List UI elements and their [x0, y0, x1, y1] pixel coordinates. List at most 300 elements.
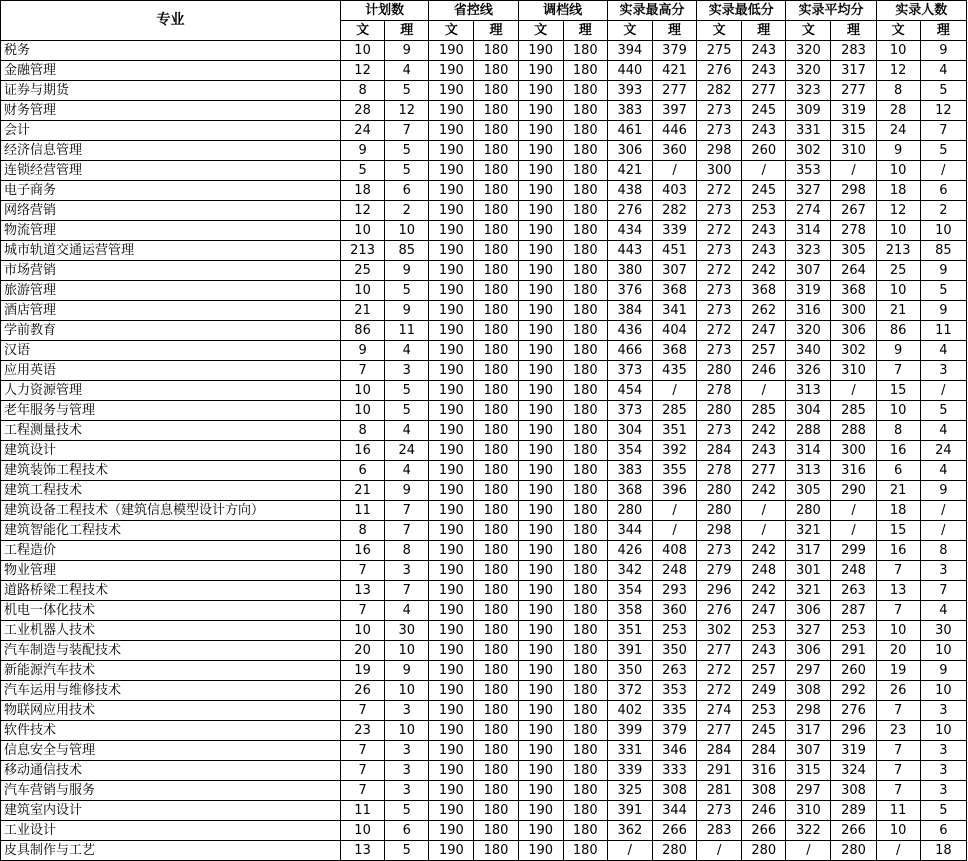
cell-max-li: 355	[652, 461, 696, 481]
cell-admit-line-wen: 190	[518, 161, 563, 181]
cell-control-li: 180	[474, 521, 518, 541]
cell-major-name: 城市轨道交通运营管理	[1, 241, 341, 261]
cell-admit-line-li: 180	[563, 261, 607, 281]
cell-control-li: 180	[474, 441, 518, 461]
cell-count-li: /	[920, 521, 966, 541]
cell-admit-line-wen: 190	[518, 441, 563, 461]
cell-control-li: 180	[474, 121, 518, 141]
cell-control-wen: 190	[429, 181, 474, 201]
cell-admit-line-li: 180	[563, 101, 607, 121]
cell-min-wen: 277	[697, 641, 742, 661]
cell-count-li: 12	[920, 101, 966, 121]
table-row	[1, 161, 967, 181]
cell-plan-wen: 7	[341, 761, 385, 781]
cell-control-li: 180	[474, 621, 518, 641]
cell-plan-li: 5	[385, 381, 429, 401]
cell-count-li: 4	[920, 341, 966, 361]
cell-major-name: 道路桥梁工程技术	[1, 581, 341, 601]
cell-major-name: 税务	[1, 41, 341, 61]
cell-min-li: 249	[742, 681, 786, 701]
cell-control-li: 180	[474, 181, 518, 201]
cell-count-wen: 18	[876, 181, 920, 201]
cell-plan-li: 11	[385, 321, 429, 341]
table-row	[1, 141, 967, 161]
cell-avg-li: 315	[831, 121, 876, 141]
cell-count-wen: 20	[876, 641, 920, 661]
cell-control-li: 180	[474, 161, 518, 181]
cell-major-name: 新能源汽车技术	[1, 661, 341, 681]
cell-plan-li: 3	[385, 781, 429, 801]
cell-max-wen: 454	[607, 381, 652, 401]
cell-plan-li: 4	[385, 461, 429, 481]
cell-min-li: 262	[742, 301, 786, 321]
cell-admit-line-wen: 190	[518, 581, 563, 601]
cell-plan-li: 9	[385, 661, 429, 681]
cell-count-wen: 10	[876, 621, 920, 641]
cell-count-wen: 213	[876, 241, 920, 261]
cell-admit-line-li: 180	[563, 321, 607, 341]
cell-min-li: 248	[742, 561, 786, 581]
cell-plan-li: 10	[385, 221, 429, 241]
cell-control-wen: 190	[429, 721, 474, 741]
cell-max-li: 333	[652, 761, 696, 781]
cell-plan-li: 2	[385, 201, 429, 221]
cell-admit-line-wen: 190	[518, 221, 563, 241]
cell-control-li: 180	[474, 81, 518, 101]
cell-count-li: /	[920, 381, 966, 401]
cell-max-wen: 362	[607, 821, 652, 841]
cell-count-wen: 23	[876, 721, 920, 741]
cell-control-li: 180	[474, 721, 518, 741]
header-plan-count: 计划数	[341, 1, 429, 21]
cell-max-wen: 339	[607, 761, 652, 781]
table-row	[1, 541, 967, 561]
cell-min-li: 280	[742, 841, 786, 861]
cell-min-wen: 282	[697, 81, 742, 101]
cell-count-li: 5	[920, 401, 966, 421]
cell-admit-line-wen: 190	[518, 181, 563, 201]
header-wen: 文	[429, 21, 474, 41]
cell-control-li: 180	[474, 361, 518, 381]
cell-plan-li: 7	[385, 581, 429, 601]
cell-max-li: 396	[652, 481, 696, 501]
cell-major-name: 工业设计	[1, 821, 341, 841]
cell-min-wen: 272	[697, 321, 742, 341]
cell-min-wen: 280	[697, 401, 742, 421]
table-row	[1, 821, 967, 841]
cell-admit-line-li: 180	[563, 401, 607, 421]
cell-max-li: 282	[652, 201, 696, 221]
cell-min-li: 316	[742, 761, 786, 781]
cell-min-li: 243	[742, 61, 786, 81]
cell-max-li: 435	[652, 361, 696, 381]
cell-max-li: 335	[652, 701, 696, 721]
cell-avg-li: /	[831, 521, 876, 541]
cell-max-li: 451	[652, 241, 696, 261]
cell-control-li: 180	[474, 321, 518, 341]
cell-min-wen: 278	[697, 381, 742, 401]
table-row	[1, 41, 967, 61]
cell-avg-wen: 321	[786, 521, 831, 541]
cell-plan-wen: 8	[341, 81, 385, 101]
table-row	[1, 401, 967, 421]
cell-min-li: /	[742, 521, 786, 541]
cell-count-wen: 7	[876, 741, 920, 761]
cell-admit-line-wen: 190	[518, 341, 563, 361]
cell-major-name: 经济信息管理	[1, 141, 341, 161]
cell-admit-line-wen: 190	[518, 321, 563, 341]
cell-plan-wen: 7	[341, 781, 385, 801]
cell-admit-line-wen: 190	[518, 601, 563, 621]
cell-major-name: 连锁经营管理	[1, 161, 341, 181]
cell-major-name: 人力资源管理	[1, 381, 341, 401]
cell-admit-line-li: 180	[563, 61, 607, 81]
cell-min-wen: 272	[697, 261, 742, 281]
cell-admit-line-li: 180	[563, 781, 607, 801]
cell-admit-line-wen: 190	[518, 121, 563, 141]
cell-avg-wen: 320	[786, 61, 831, 81]
cell-count-li: 9	[920, 661, 966, 681]
cell-max-li: 404	[652, 321, 696, 341]
header-min-score: 实录最低分	[697, 1, 786, 21]
cell-max-li: 266	[652, 821, 696, 841]
cell-max-wen: 438	[607, 181, 652, 201]
cell-admit-line-li: 180	[563, 841, 607, 861]
cell-max-li: 446	[652, 121, 696, 141]
cell-plan-li: 12	[385, 101, 429, 121]
cell-min-li: /	[742, 501, 786, 521]
cell-min-li: 368	[742, 281, 786, 301]
cell-count-wen: 10	[876, 221, 920, 241]
cell-avg-wen: 323	[786, 241, 831, 261]
cell-major-name: 汽车制造与装配技术	[1, 641, 341, 661]
cell-admit-line-wen: 190	[518, 801, 563, 821]
cell-avg-li: 319	[831, 741, 876, 761]
cell-avg-wen: 310	[786, 801, 831, 821]
cell-min-li: 277	[742, 81, 786, 101]
table-row	[1, 201, 967, 221]
cell-control-li: 180	[474, 801, 518, 821]
cell-plan-wen: 13	[341, 581, 385, 601]
cell-admit-line-wen: 190	[518, 241, 563, 261]
cell-min-wen: 278	[697, 461, 742, 481]
cell-control-wen: 190	[429, 441, 474, 461]
cell-plan-wen: 21	[341, 301, 385, 321]
cell-control-wen: 190	[429, 321, 474, 341]
cell-min-li: 247	[742, 601, 786, 621]
cell-avg-wen: 340	[786, 341, 831, 361]
cell-control-wen: 190	[429, 701, 474, 721]
cell-min-wen: 272	[697, 661, 742, 681]
cell-max-wen: 383	[607, 461, 652, 481]
cell-major-name: 建筑装饰工程技术	[1, 461, 341, 481]
cell-avg-li: 308	[831, 781, 876, 801]
cell-count-li: 6	[920, 181, 966, 201]
cell-control-wen: 190	[429, 421, 474, 441]
cell-control-wen: 190	[429, 541, 474, 561]
cell-min-li: 285	[742, 401, 786, 421]
cell-control-wen: 190	[429, 681, 474, 701]
cell-min-li: 245	[742, 721, 786, 741]
header-wen: 文	[518, 21, 563, 41]
cell-plan-wen: 5	[341, 161, 385, 181]
cell-plan-wen: 10	[341, 281, 385, 301]
table-row	[1, 661, 967, 681]
cell-min-wen: 300	[697, 161, 742, 181]
cell-control-wen: 190	[429, 741, 474, 761]
cell-max-li: 379	[652, 721, 696, 741]
cell-admit-line-wen: 190	[518, 41, 563, 61]
header-wen: 文	[697, 21, 742, 41]
cell-min-li: 245	[742, 181, 786, 201]
cell-count-li: 3	[920, 741, 966, 761]
cell-admit-line-wen: 190	[518, 301, 563, 321]
table-row	[1, 801, 967, 821]
cell-plan-wen: 16	[341, 441, 385, 461]
cell-count-wen: 8	[876, 81, 920, 101]
cell-max-wen: 304	[607, 421, 652, 441]
cell-plan-wen: 12	[341, 61, 385, 81]
table-row	[1, 721, 967, 741]
cell-max-wen: 280	[607, 501, 652, 521]
table-row	[1, 341, 967, 361]
cell-min-wen: 279	[697, 561, 742, 581]
cell-avg-wen: 280	[786, 501, 831, 521]
cell-avg-li: /	[831, 501, 876, 521]
cell-min-li: 243	[742, 641, 786, 661]
cell-count-wen: 26	[876, 681, 920, 701]
header-wen: 文	[607, 21, 652, 41]
cell-admit-line-wen: 190	[518, 481, 563, 501]
cell-plan-li: 10	[385, 641, 429, 661]
cell-plan-wen: 8	[341, 421, 385, 441]
cell-max-li: 277	[652, 81, 696, 101]
cell-count-li: 18	[920, 841, 966, 861]
cell-max-wen: 434	[607, 221, 652, 241]
cell-max-wen: 342	[607, 561, 652, 581]
cell-min-li: 242	[742, 421, 786, 441]
cell-avg-wen: 320	[786, 41, 831, 61]
cell-count-li: 3	[920, 761, 966, 781]
cell-min-li: 242	[742, 481, 786, 501]
table-row	[1, 601, 967, 621]
cell-count-wen: 86	[876, 321, 920, 341]
cell-avg-li: 302	[831, 341, 876, 361]
cell-max-wen: /	[607, 841, 652, 861]
cell-count-li: 4	[920, 601, 966, 621]
cell-plan-wen: 10	[341, 41, 385, 61]
cell-count-li: 24	[920, 441, 966, 461]
cell-admit-line-li: 180	[563, 81, 607, 101]
cell-avg-li: 310	[831, 361, 876, 381]
cell-count-wen: 11	[876, 801, 920, 821]
cell-avg-wen: 316	[786, 301, 831, 321]
cell-count-wen: 16	[876, 541, 920, 561]
cell-plan-li: 5	[385, 401, 429, 421]
cell-min-wen: 275	[697, 41, 742, 61]
cell-avg-li: 324	[831, 761, 876, 781]
cell-avg-li: 288	[831, 421, 876, 441]
cell-count-li: 11	[920, 321, 966, 341]
cell-admit-line-wen: 190	[518, 701, 563, 721]
cell-admit-line-wen: 190	[518, 661, 563, 681]
cell-avg-wen: 320	[786, 321, 831, 341]
cell-plan-li: 3	[385, 361, 429, 381]
cell-admit-line-li: 180	[563, 641, 607, 661]
cell-avg-wen: 323	[786, 81, 831, 101]
cell-min-wen: 280	[697, 361, 742, 381]
cell-control-wen: 190	[429, 121, 474, 141]
cell-plan-wen: 23	[341, 721, 385, 741]
cell-major-name: 老年服务与管理	[1, 401, 341, 421]
cell-admit-line-wen: 190	[518, 561, 563, 581]
cell-max-wen: 376	[607, 281, 652, 301]
cell-max-li: 408	[652, 541, 696, 561]
cell-avg-wen: 301	[786, 561, 831, 581]
cell-avg-li: 319	[831, 101, 876, 121]
header-li: 理	[474, 21, 518, 41]
cell-major-name: 工程测量技术	[1, 421, 341, 441]
cell-plan-wen: 8	[341, 521, 385, 541]
cell-min-wen: 277	[697, 721, 742, 741]
cell-plan-wen: 9	[341, 341, 385, 361]
table-row	[1, 181, 967, 201]
cell-major-name: 软件技术	[1, 721, 341, 741]
cell-admit-line-wen: 190	[518, 101, 563, 121]
cell-avg-wen: 353	[786, 161, 831, 181]
cell-major-name: 学前教育	[1, 321, 341, 341]
cell-major-name: 信息安全与管理	[1, 741, 341, 761]
cell-max-wen: 399	[607, 721, 652, 741]
cell-max-li: 253	[652, 621, 696, 641]
cell-avg-wen: 314	[786, 221, 831, 241]
cell-control-li: 180	[474, 741, 518, 761]
cell-avg-wen: 307	[786, 741, 831, 761]
cell-avg-li: 300	[831, 441, 876, 461]
table-row	[1, 561, 967, 581]
cell-avg-wen: 288	[786, 421, 831, 441]
cell-plan-li: 10	[385, 681, 429, 701]
cell-plan-li: 30	[385, 621, 429, 641]
cell-min-wen: 273	[697, 301, 742, 321]
cell-control-wen: 190	[429, 661, 474, 681]
cell-plan-wen: 7	[341, 561, 385, 581]
cell-major-name: 物流管理	[1, 221, 341, 241]
cell-avg-wen: 309	[786, 101, 831, 121]
cell-count-wen: 25	[876, 261, 920, 281]
cell-avg-li: 292	[831, 681, 876, 701]
cell-max-li: 293	[652, 581, 696, 601]
cell-avg-li: 305	[831, 241, 876, 261]
cell-max-li: 421	[652, 61, 696, 81]
cell-min-wen: 273	[697, 201, 742, 221]
cell-control-wen: 190	[429, 241, 474, 261]
cell-plan-wen: 86	[341, 321, 385, 341]
cell-max-li: 344	[652, 801, 696, 821]
cell-avg-li: 298	[831, 181, 876, 201]
cell-control-wen: 190	[429, 141, 474, 161]
cell-avg-wen: 306	[786, 641, 831, 661]
cell-plan-wen: 28	[341, 101, 385, 121]
cell-major-name: 市场营销	[1, 261, 341, 281]
cell-plan-wen: 10	[341, 221, 385, 241]
cell-plan-wen: 10	[341, 821, 385, 841]
cell-plan-li: 10	[385, 721, 429, 741]
table-row	[1, 701, 967, 721]
cell-control-wen: 190	[429, 801, 474, 821]
cell-max-li: /	[652, 501, 696, 521]
cell-plan-li: 3	[385, 701, 429, 721]
cell-avg-li: 300	[831, 301, 876, 321]
cell-control-wen: 190	[429, 461, 474, 481]
cell-count-wen: 15	[876, 521, 920, 541]
cell-control-li: 180	[474, 681, 518, 701]
cell-plan-wen: 10	[341, 621, 385, 641]
cell-control-wen: 190	[429, 381, 474, 401]
cell-min-wen: 280	[697, 481, 742, 501]
header-li: 理	[563, 21, 607, 41]
table-row	[1, 421, 967, 441]
cell-admit-line-wen: 190	[518, 821, 563, 841]
cell-admit-line-wen: 190	[518, 361, 563, 381]
cell-control-li: 180	[474, 201, 518, 221]
cell-avg-wen: 304	[786, 401, 831, 421]
cell-count-wen: 21	[876, 301, 920, 321]
cell-count-li: 5	[920, 801, 966, 821]
cell-plan-li: 7	[385, 501, 429, 521]
table-row	[1, 301, 967, 321]
cell-count-wen: 21	[876, 481, 920, 501]
cell-admit-line-wen: 190	[518, 521, 563, 541]
cell-admit-line-li: 180	[563, 441, 607, 461]
table-row	[1, 581, 967, 601]
cell-control-wen: 190	[429, 561, 474, 581]
cell-avg-li: 277	[831, 81, 876, 101]
table-row	[1, 361, 967, 381]
cell-admit-line-wen: 190	[518, 261, 563, 281]
cell-avg-wen: 319	[786, 281, 831, 301]
cell-major-name: 财务管理	[1, 101, 341, 121]
cell-plan-li: 5	[385, 801, 429, 821]
cell-max-li: 346	[652, 741, 696, 761]
cell-count-wen: 10	[876, 401, 920, 421]
cell-control-wen: 190	[429, 61, 474, 81]
cell-control-wen: 190	[429, 101, 474, 121]
cell-max-wen: 368	[607, 481, 652, 501]
cell-admit-line-li: 180	[563, 681, 607, 701]
cell-count-li: 3	[920, 701, 966, 721]
cell-plan-wen: 11	[341, 801, 385, 821]
cell-min-li: 253	[742, 621, 786, 641]
cell-major-name: 金融管理	[1, 61, 341, 81]
table-row	[1, 81, 967, 101]
cell-avg-li: 276	[831, 701, 876, 721]
cell-control-li: 180	[474, 341, 518, 361]
cell-min-wen: 284	[697, 741, 742, 761]
cell-min-wen: 273	[697, 281, 742, 301]
cell-admit-line-li: 180	[563, 521, 607, 541]
cell-max-li: 307	[652, 261, 696, 281]
cell-avg-li: 266	[831, 821, 876, 841]
cell-max-wen: 461	[607, 121, 652, 141]
cell-plan-li: 5	[385, 161, 429, 181]
cell-admit-line-li: 180	[563, 601, 607, 621]
cell-count-li: 9	[920, 261, 966, 281]
cell-count-wen: 10	[876, 41, 920, 61]
cell-min-li: 245	[742, 101, 786, 121]
cell-avg-wen: 321	[786, 581, 831, 601]
cell-plan-li: 4	[385, 421, 429, 441]
